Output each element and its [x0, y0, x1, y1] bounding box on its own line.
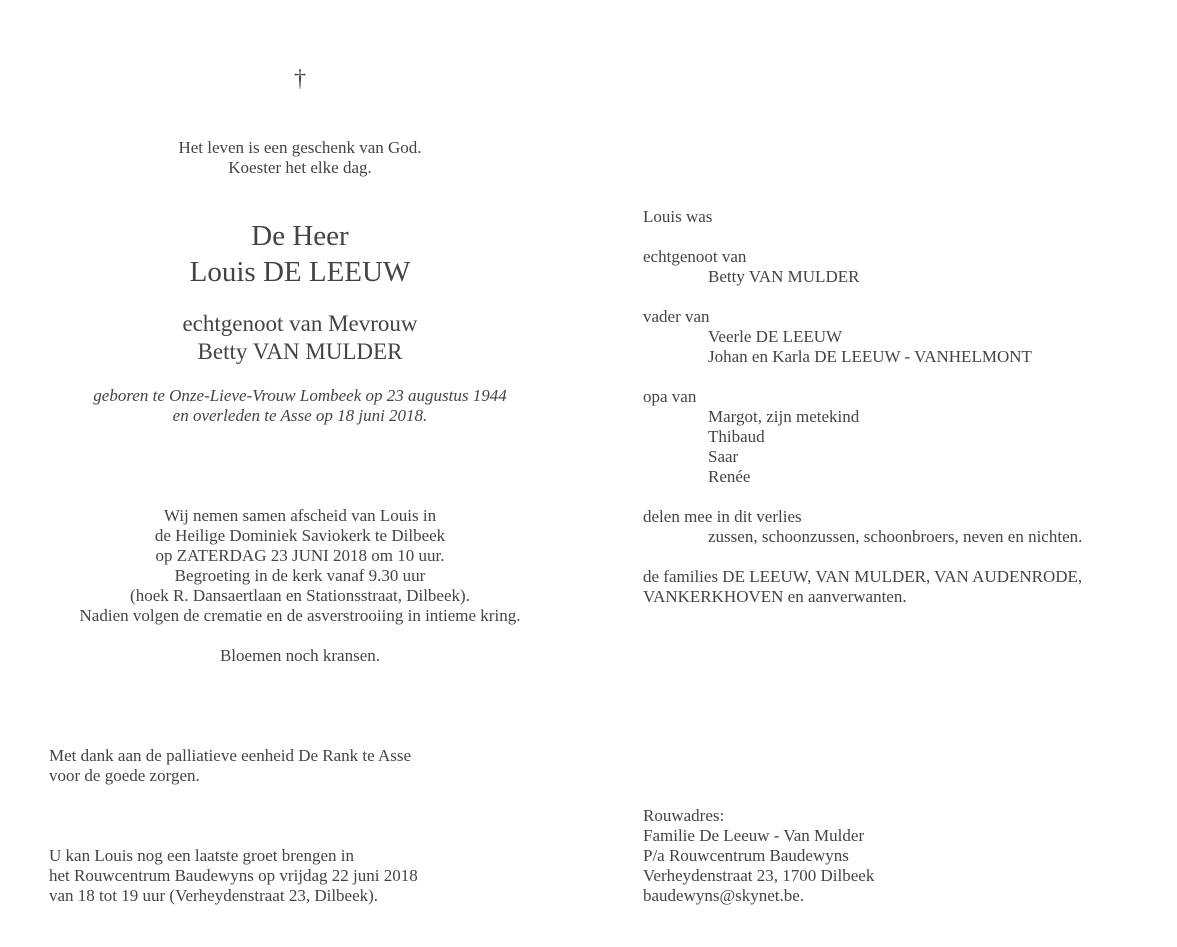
- address-line: P/a Rouwcentrum Baudewyns: [643, 846, 849, 865]
- children-group: [643, 307, 1143, 367]
- family-member: Johan en Karla DE LEEUW - VANHELMONT: [708, 347, 1032, 366]
- families-line: de families DE LEEUW, VAN MULDER, VAN AUDENRODE,: [643, 567, 1083, 586]
- family-member: Veerle DE LEEUW: [708, 327, 843, 346]
- quote-line: Het leven is een geschenk van God.: [178, 138, 422, 157]
- family-member: Betty VAN MULDER: [708, 267, 860, 286]
- family-member: Renée: [708, 467, 751, 486]
- address-line: Verheydenstraat 23, 1700 Dilbeek: [643, 866, 875, 885]
- death-line: en overleden te Asse op 18 juni 2018.: [172, 406, 428, 425]
- spouse-block: [50, 310, 550, 366]
- ceremony-line: Wij nemen samen afscheid van Louis in: [163, 506, 437, 525]
- children-heading: vader van: [643, 307, 710, 326]
- mourners-group: [643, 507, 1143, 547]
- grandchildren-group: [643, 387, 1143, 487]
- families-line: VANKERKHOVEN en aanverwanten.: [643, 587, 907, 606]
- deceased-name: Louis DE LEEUW: [189, 256, 411, 288]
- thanks-note: [49, 746, 569, 786]
- ceremony-line: Nadien volgen de crematie en de asverstrooiing in intieme kring.: [79, 606, 521, 625]
- spouse-name: Betty VAN MULDER: [197, 339, 403, 364]
- ceremony-line: (hoek R. Dansaertlaan en Stationsstraat, Dilbeek).: [130, 586, 470, 605]
- birth-line: geboren te Onze-Lieve-Vrouw Lombeek op 23 augustus 1944: [93, 386, 507, 405]
- mourners-heading: delen mee in dit verlies: [643, 507, 802, 526]
- visit-note: [49, 846, 569, 906]
- spouse-line: echtgenoot van Mevrouw: [182, 311, 418, 336]
- family-intro: Louis was: [643, 207, 713, 226]
- address-line: Familie De Leeuw - Van Mulder: [643, 826, 865, 845]
- grandchildren-heading: opa van: [643, 387, 697, 406]
- thanks-line: Met dank aan de palliatieve eenheid De Rank te Asse: [49, 746, 412, 765]
- visit-line: U kan Louis nog een laatste groet brengen in: [49, 846, 354, 865]
- visit-line: van 18 tot 19 uur (Verheydenstraat 23, Dilbeek).: [49, 886, 379, 905]
- ceremony-line: de Heilige Dominiek Saviokerk te Dilbeek: [154, 526, 446, 545]
- address-email: baudewyns@skynet.be.: [643, 886, 805, 905]
- address-heading: Rouwadres:: [643, 806, 725, 825]
- spouse-group: [643, 247, 1143, 287]
- quote: [50, 138, 550, 178]
- family-member: Margot, zijn metekind: [708, 407, 860, 426]
- birth-death-dates: [50, 386, 550, 426]
- ceremony-line: Begroeting in de kerk vanaf 9.30 uur: [174, 566, 426, 585]
- deceased-name-block: [50, 218, 550, 290]
- family-list: [643, 207, 1143, 627]
- thanks-line: voor de goede zorgen.: [49, 766, 200, 785]
- spouse-heading: echtgenoot van: [643, 247, 747, 266]
- family-member: Thibaud: [708, 427, 765, 446]
- flowers-note: Bloemen noch kransen.: [219, 646, 381, 665]
- ceremony-line: op ZATERDAG 23 JUNI 2018 om 10 uur.: [155, 546, 445, 565]
- family-member: Saar: [708, 447, 739, 466]
- mourning-address: [643, 806, 1143, 906]
- cross-icon: †: [294, 66, 306, 92]
- family-member: zussen, schoonzussen, schoonbroers, neven en nichten.: [708, 527, 1083, 546]
- families-group: [643, 567, 1143, 607]
- quote-line: Koester het elke dag.: [228, 158, 372, 177]
- ceremony-details: [50, 506, 550, 626]
- deceased-title: De Heer: [251, 220, 349, 252]
- visit-line: het Rouwcentrum Baudewyns op vrijdag 22 juni 2018: [49, 866, 418, 885]
